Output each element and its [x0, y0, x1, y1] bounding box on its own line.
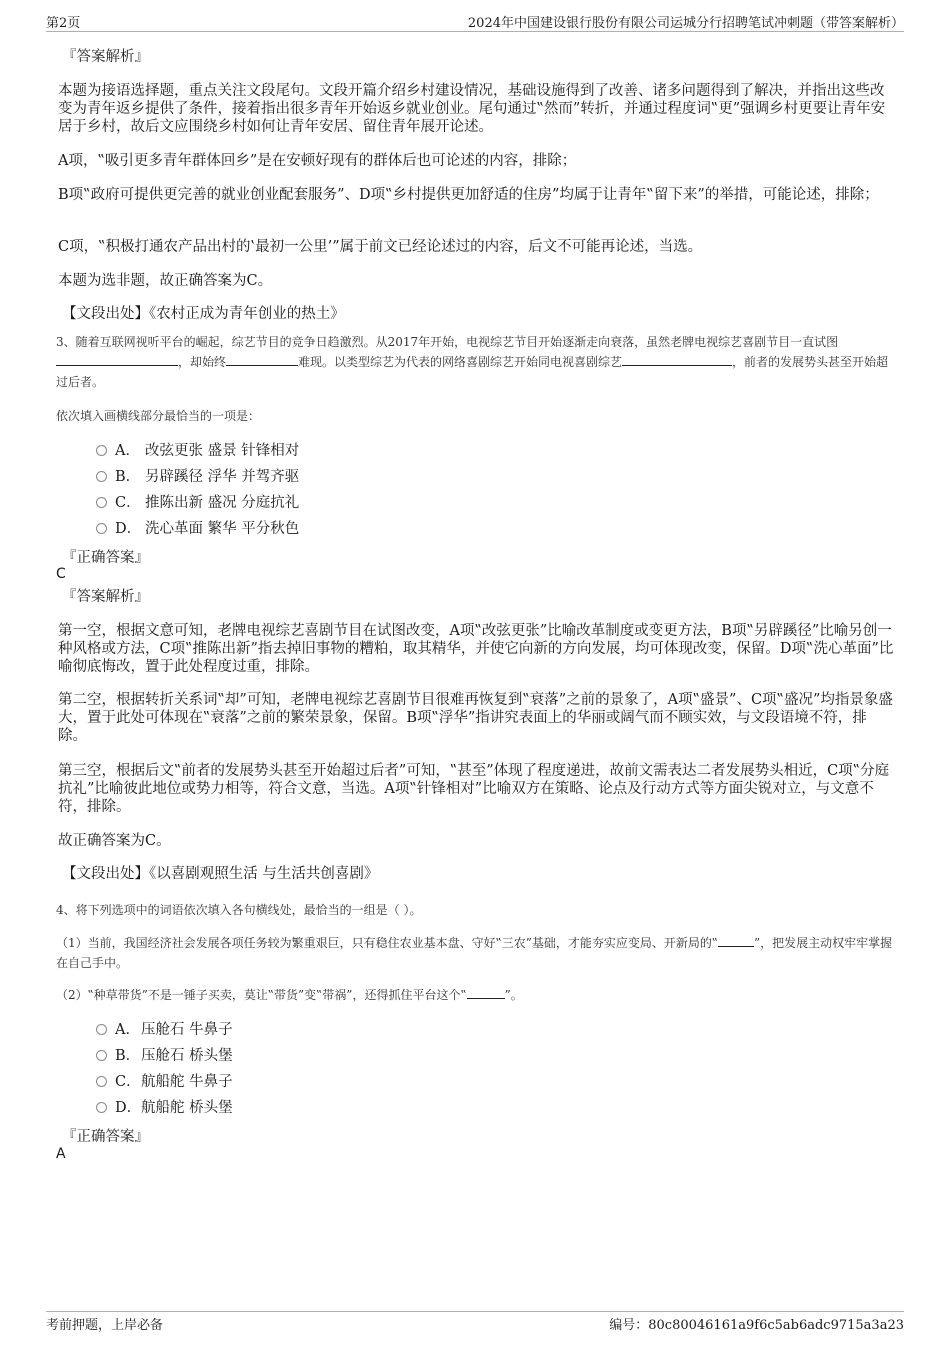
q3-blank-1[interactable] [56, 353, 178, 366]
q4-blank-2[interactable] [467, 986, 505, 999]
q4-option-b[interactable]: B．压舱石 桥头堡 [96, 1046, 233, 1066]
radio-icon[interactable] [96, 497, 107, 508]
q4-sentence-2: （2）‟种草带货”不是一锤子买卖，莫让‟带货”变‟带祸”，还得抓住平台这个‟ ”。 [56, 988, 523, 1002]
q4-answer-label: 『正确答案』 [62, 1129, 149, 1145]
footer-slogan: 考前押题，上岸必备 [46, 1318, 164, 1333]
q3-blank-2[interactable] [226, 353, 298, 366]
footer-divider [46, 1311, 904, 1312]
q4-stem: 4、将下列选项中的词语依次填入各句横线处，最恰当的一组是（ ）。 [56, 903, 422, 917]
radio-icon[interactable] [96, 1102, 107, 1113]
q4-sentence-1: （1）当前，我国经济社会发展各项任务较为繁重艰巨，只有稳住农业基本盘、守好‟三农”基础，才能夯实应变局、开新局的‟ ”，把发展主动权牢牢掌握在自己手中。 [56, 936, 893, 970]
q3-option-a[interactable]: A． 改弦更张 盛景 针锋相对 [96, 441, 299, 461]
document-id: 编号：80c80046161a9f6c5ab6adc9715a3a23 [609, 1318, 904, 1333]
page-header [46, 12, 904, 32]
header-divider [46, 31, 904, 32]
q3-option-d[interactable]: D． 洗心革面 繁华 平分秋色 [96, 519, 299, 539]
radio-icon[interactable] [96, 445, 107, 456]
q3-source: 【文段出处】《以喜剧观照生活 与生活共创喜剧》 [62, 866, 379, 882]
q3-analysis-paragraph-2: 第二空，根据转折关系词‟却”可知，老牌电视综艺喜剧节目很难再恢复到‟衰落”之前的景象了，A项‟盛景”、C项‟盛况”均指景象盛大，置于此处可体现在‟衰落”之前的繁荣景象，保留。B项‟浮华”指讲究表面上的华丽或阔气而不顾实效，与文段语境不符，排除。 [58, 692, 893, 744]
q2-analysis-label: 『答案解析』 [62, 49, 149, 65]
q4-option-d[interactable]: D．航船舵 桥头堡 [96, 1098, 233, 1118]
q3-stem: 3、随着互联网视听平台的崛起，综艺节目的竞争日趋激烈。从2017年开始，电视综艺节目开始逐渐走向衰落，虽然老牌电视综艺喜剧节目一直试图，却始终 难现。以类型综艺为代表的网络喜剧综艺开始同电视喜剧综艺 ，前者的发展势头甚至开始超过后者。 [56, 335, 889, 389]
radio-icon[interactable] [96, 1024, 107, 1035]
q3-option-b[interactable]: B． 另辟蹊径 浮华 并驾齐驱 [96, 467, 299, 487]
q3-answer: C [56, 566, 66, 582]
q3-blank-3[interactable] [622, 353, 732, 366]
q4-blank-1[interactable] [718, 934, 754, 947]
q2-analysis-paragraph-2: A项，‟吸引更多青年群体回乡”是在安顿好现有的群体后也可论述的内容，排除； [58, 153, 577, 169]
document-title: 2024年中国建设银行股份有限公司运城分行招聘笔试冲刺题（带答案解析） [467, 16, 904, 31]
q4-option-a[interactable]: A．压舱石 牛鼻子 [96, 1020, 233, 1040]
q3-analysis-label: 『答案解析』 [62, 589, 149, 605]
q3-answer-label: 『正确答案』 [62, 550, 149, 566]
q2-analysis-paragraph-5: 本题为选非题，故正确答案为C。 [58, 273, 273, 289]
q4-option-c[interactable]: C．航船舵 牛鼻子 [96, 1072, 233, 1092]
q3-analysis-paragraph-4: 故正确答案为C。 [58, 833, 171, 849]
radio-icon[interactable] [96, 1076, 107, 1087]
q2-analysis-paragraph-4: C项，‟积极打通农产品出村的‛最初一公里’”属于前文已经论述过的内容，后文不可能再论述，当选。 [58, 239, 703, 255]
page-footer [46, 1314, 904, 1334]
radio-icon[interactable] [96, 471, 107, 482]
q2-analysis-paragraph-3: B项‟政府可提供更完善的就业创业配套服务”、D项‟乡村提供更加舒适的住房”均属于让青年‟留下来”的举措，可能论述，排除； [58, 187, 879, 203]
page-number: 第2页 [46, 16, 81, 31]
q3-option-c[interactable]: C． 推陈出新 盛况 分庭抗礼 [96, 493, 299, 513]
radio-icon[interactable] [96, 1050, 107, 1061]
q4-answer: A [56, 1146, 66, 1162]
q3-prompt: 依次填入画横线部分最恰当的一项是： [56, 409, 261, 423]
q3-analysis-paragraph-3: 第三空，根据后文‟前者的发展势头甚至开始超过后者”可知，‟甚至”体现了程度递进，故前文需表达二者发展势头相近，C项‟分庭抗礼”比喻彼此地位或势力相等，符合文意，当选。A项‟针锋相对”比喻双方在策略、论点及行动方式等方面尖锐对立，与文意不符，排除。 [58, 763, 890, 815]
radio-icon[interactable] [96, 523, 107, 534]
q2-source: 【文段出处】《农村正成为青年创业的热土》 [62, 306, 345, 322]
q3-analysis-paragraph-1: 第一空，根据文意可知，老牌电视综艺喜剧节目在试图改变，A项‟改弦更张”比喻改革制度或变更方法，B项‟另辟蹊径”比喻另创一种风格或方法，C项‟推陈出新”指去掉旧事物的糟粕，取其精华，并使它向新的方向发展，均可体现改变，保留。D项‟洗心革面”比喻彻底悔改，置于此处程度过重，排除。 [58, 623, 894, 675]
q2-analysis-paragraph-1: 本题为接语选择题，重点关注文段尾句。文段开篇介绍乡村建设情况，基础设施得到了改善、诸多问题得到了解决，并指出这些改变为青年返乡提供了条件，接着指出很多青年开始返乡就业创业。尾句通过‟然而”转折，并通过程度词‟更”强调乡村更要让青年安居于乡村，故后文应围绕乡村如何让青年安居、留住青年展开论述。 [58, 83, 886, 135]
